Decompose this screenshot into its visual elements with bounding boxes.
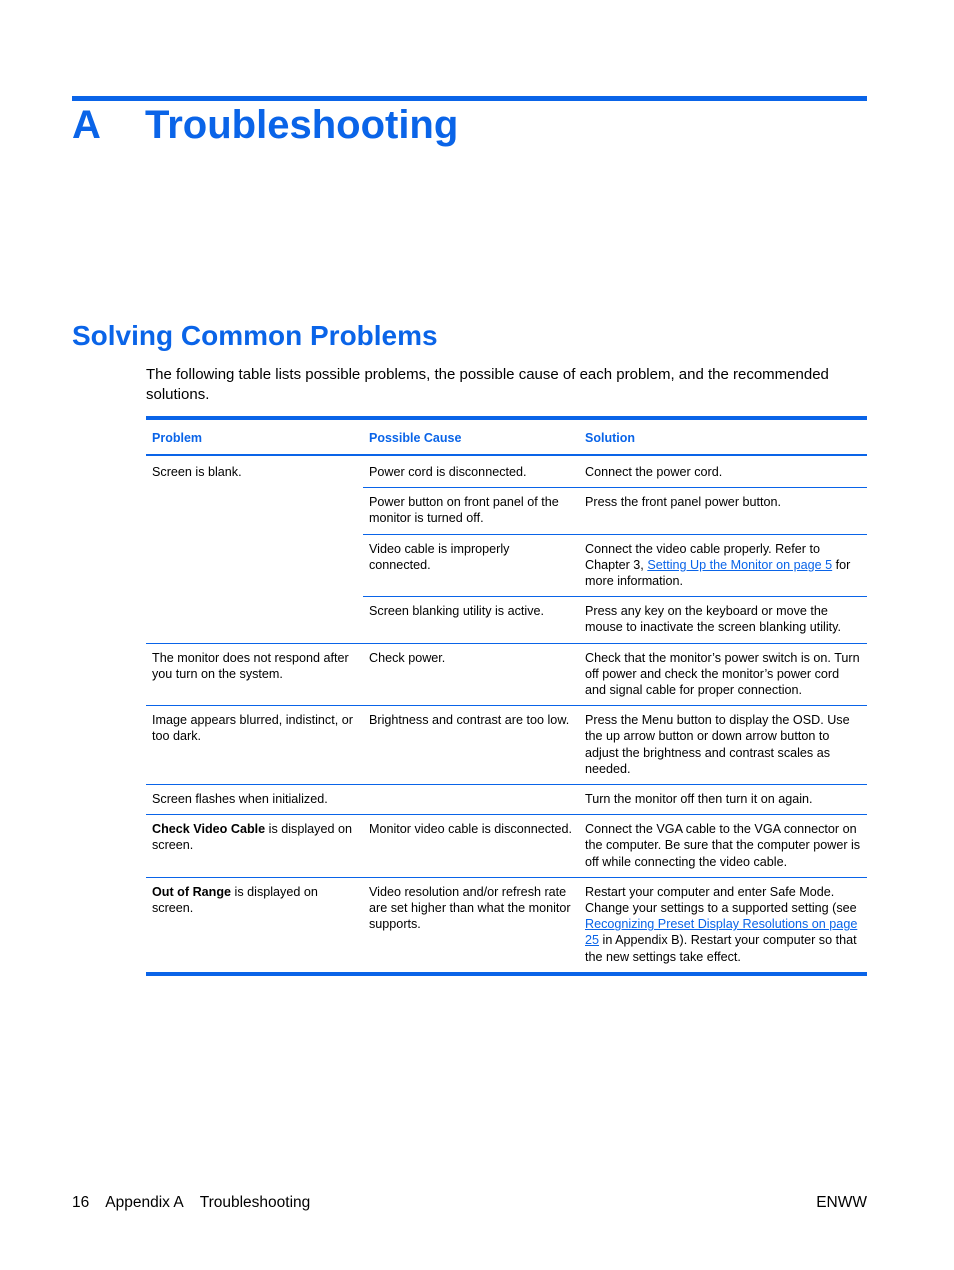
problem-cell bbox=[146, 877, 363, 974]
intro-paragraph: The following table lists possible problems, the possible cause of each problem, and the recommended solutions. bbox=[146, 366, 829, 403]
problem-cell: Screen flashes when initialized. bbox=[146, 785, 363, 815]
header-problem: Problem bbox=[146, 418, 363, 455]
table-row bbox=[146, 815, 867, 878]
problem-text: is displayed on screen. bbox=[152, 884, 318, 916]
solution-text: Connect the video cable properly. Refer to Chapter 3, bbox=[585, 541, 820, 572]
table-row bbox=[146, 643, 867, 706]
cause-cell: Monitor video cable is disconnected. bbox=[363, 815, 579, 878]
preset-resolutions-link[interactable]: Recognizing Preset Display Resolutions on page 25 bbox=[585, 917, 858, 948]
cause-cell: Video resolution and/or refresh rate are set higher than what the monitor supports. bbox=[369, 884, 571, 932]
footer-appendix: Appendix A bbox=[105, 1194, 184, 1211]
problem-bold-text: Out of Range bbox=[152, 884, 232, 899]
table-row bbox=[146, 785, 867, 815]
cause-cell: Power button on front panel of the monitor is turned off. bbox=[363, 488, 579, 534]
cause-cell: Check power. bbox=[363, 643, 579, 706]
solution-cell bbox=[579, 534, 867, 597]
solution-cell: Connect the power cord. bbox=[579, 455, 867, 488]
problem-bold-text: Check Video Cable bbox=[152, 822, 266, 837]
table-row bbox=[146, 706, 867, 785]
footer-code: ENWW bbox=[816, 1194, 867, 1211]
solution-cell bbox=[579, 877, 867, 974]
cause-cell bbox=[363, 785, 579, 815]
troubleshooting-table-wrapper bbox=[146, 416, 867, 976]
problem-cell: Screen is blank. bbox=[146, 455, 363, 643]
header-solution: Solution bbox=[579, 418, 867, 455]
solution-cell: Press the front panel power button. bbox=[579, 488, 867, 534]
header-possible-cause: Possible Cause bbox=[363, 418, 579, 455]
section-title: Solving Common Problems bbox=[72, 320, 438, 351]
footer-chapter: Troubleshooting bbox=[199, 1194, 311, 1211]
troubleshooting-table bbox=[146, 416, 867, 976]
table-row bbox=[146, 455, 867, 488]
problem-cell: Image appears blurred, indistinct, or too dark. bbox=[146, 706, 363, 785]
cause-cell: Brightness and contrast are too low. bbox=[363, 706, 579, 785]
solution-cell: Press any key on the keyboard or move the mouse to inactivate the screen blanking utility. bbox=[579, 597, 867, 643]
solution-cell: Connect the VGA cable to the VGA connector on the computer. Be sure that the computer power is off while connecting the video cable. bbox=[579, 815, 867, 878]
table-row bbox=[146, 877, 867, 974]
solution-text: in Appendix B). Restart your computer so that the new settings take effect. bbox=[585, 933, 857, 964]
cause-cell: Power cord is disconnected. bbox=[363, 455, 579, 488]
chapter-title: Troubleshooting bbox=[145, 103, 459, 147]
page-number: 16 bbox=[72, 1194, 90, 1211]
problem-cell bbox=[146, 815, 363, 878]
solution-cell: Turn the monitor off then turn it on again. bbox=[579, 785, 867, 815]
problem-text: is displayed on screen. bbox=[152, 822, 352, 853]
cause-cell: Screen blanking utility is active. bbox=[363, 597, 579, 643]
table-header-row bbox=[146, 418, 867, 455]
setting-up-monitor-link[interactable]: Setting Up the Monitor on page 5 bbox=[647, 557, 833, 572]
page-footer-left bbox=[72, 1193, 326, 1213]
solution-cell: Check that the monitor’s power switch is on. Turn off power and check the monitor’s power cord and signal cable for proper connection. bbox=[579, 643, 867, 706]
solution-cell: Press the Menu button to display the OSD. Use the up arrow button or down arrow button to adjust the brightness and contrast scales as needed. bbox=[579, 706, 867, 785]
solution-text: Restart your computer and enter Safe Mode. Change your settings to a supported setting (see bbox=[585, 884, 857, 916]
solution-text: for more information. bbox=[585, 557, 851, 589]
problem-cell: The monitor does not respond after you turn on the system. bbox=[146, 643, 363, 706]
cause-cell: Video cable is improperly connected. bbox=[363, 534, 579, 597]
chapter-letter: A bbox=[72, 103, 101, 147]
